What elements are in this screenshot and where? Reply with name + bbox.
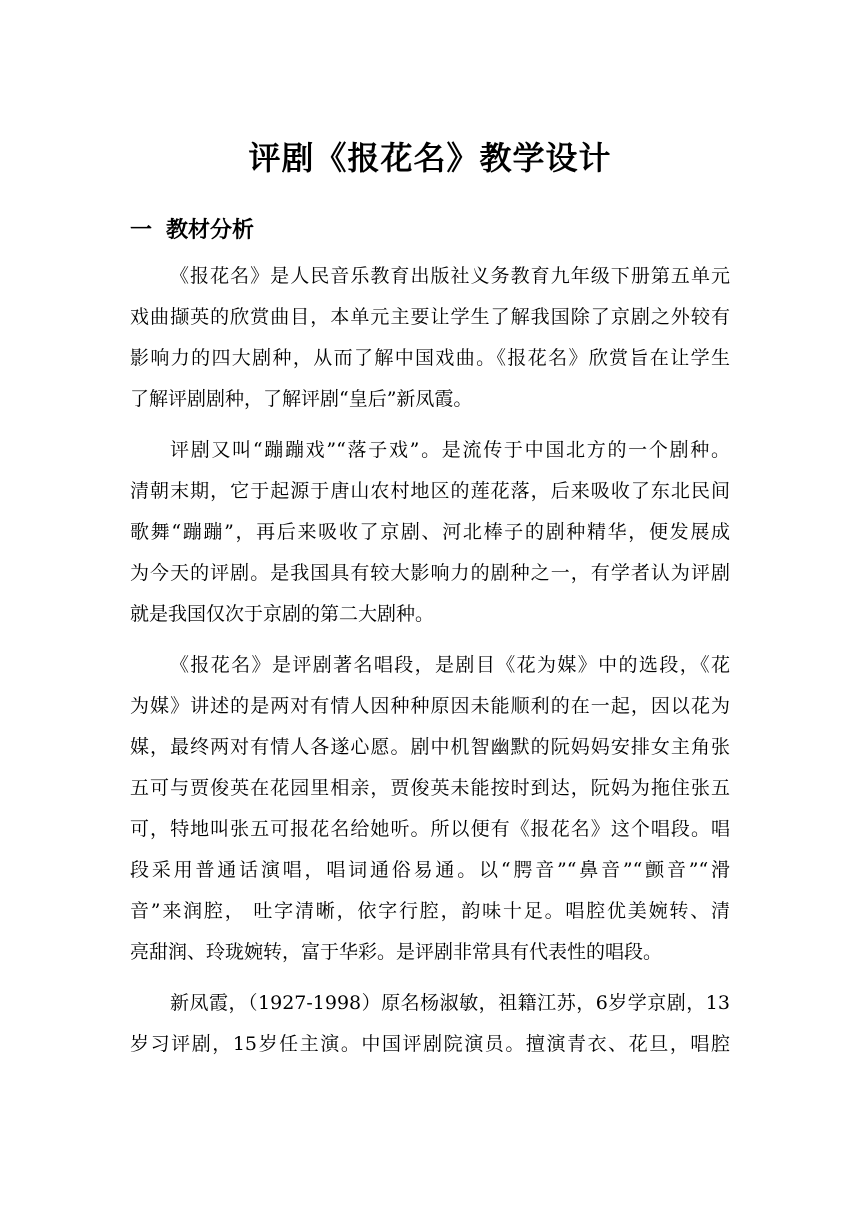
text-line: 戏曲撷英的欣赏曲目，本单元主要让学生了解我国除了京剧之外较有 <box>130 306 730 328</box>
paragraph-textbook-intro <box>130 256 730 420</box>
text-line: 就是我国仅次于京剧的第二大剧种。 <box>130 603 435 625</box>
text-line: 歌舞“蹦蹦”，再后来吸收了京剧、河北棒子的剧种精华，便发展成 <box>130 521 730 543</box>
section-heading <box>130 212 254 248</box>
text-line: 段采用普通话演唱，唱词通俗易通。以“腭音”“鼻音”“颤音”“滑 <box>130 859 730 881</box>
text-line: 《报花名》是人民音乐教育出版社义务教育九年级下册第五单元 <box>170 265 730 287</box>
document-body <box>130 256 730 1065</box>
text-line: 为媒》讲述的是两对有情人因种种原因未能顺利的在一起，因以花为 <box>130 695 730 717</box>
section-title: 教材分析 <box>166 217 255 243</box>
text-line: 清朝末期，它于起源于唐山农村地区的莲花落，后来吸收了东北民间 <box>130 480 730 502</box>
text-line: 评剧又叫“蹦蹦戏”“落子戏”。是流传于中国北方的一个剧种。 <box>170 439 730 461</box>
text-line: 岁习评剧，15岁任主演。中国评剧院演员。擅演青衣、花旦，唱腔 <box>130 1033 730 1055</box>
text-line: 了解评剧剧种，了解评剧“皇后”新凤霞。 <box>130 388 473 410</box>
text-line: 为今天的评剧。是我国具有较大影响力的剧种之一，有学者认为评剧 <box>130 562 730 584</box>
section-number: 一 <box>130 217 153 243</box>
paragraph-pingju-history <box>130 430 730 635</box>
paragraph-baohuaming <box>130 645 730 973</box>
text-line: 音”来润腔， 吐字清晰，依字行腔，韵味十足。唱腔优美婉转、清 <box>130 900 730 922</box>
text-line: 亮甜润、玲珑婉转，富于华彩。是评剧非常具有代表性的唱段。 <box>130 941 663 963</box>
text-line: 媒，最终两对有情人各遂心愿。剧中机智幽默的阮妈妈安排女主角张 <box>130 736 730 758</box>
document-title: 评剧《报花名》教学设计 <box>248 139 612 177</box>
text-line: 影响力的四大剧种，从而了解中国戏曲。《报花名》欣赏旨在让学生 <box>130 347 730 369</box>
text-line: 新凤霞，（1927-1998）原名杨淑敏，祖籍江苏，6岁学京剧，13 <box>170 992 730 1014</box>
paragraph-xin-fengxia <box>130 983 730 1065</box>
text-line: 《报花名》是评剧著名唱段，是剧目《花为媒》中的选段，《花 <box>170 654 730 676</box>
text-line: 可，特地叫张五可报花名给她听。所以便有《报花名》这个唱段。唱 <box>130 818 730 840</box>
text-line: 五可与贾俊英在花园里相亲，贾俊英未能按时到达，阮妈为拖住张五 <box>130 777 730 799</box>
